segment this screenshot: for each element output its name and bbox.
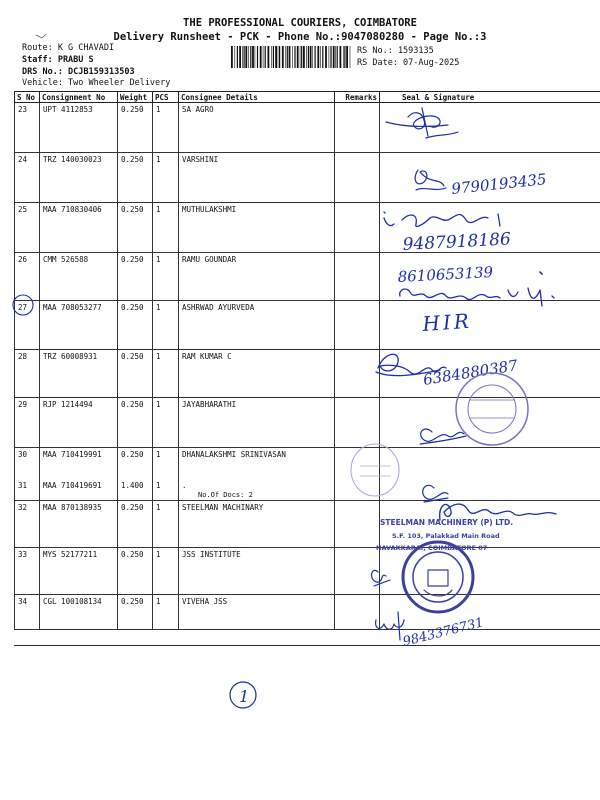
cell-weight: 0.250 [118, 398, 153, 448]
phone-row-28: 6384880387 [421, 356, 519, 389]
column-header-remarks: Remarks [335, 92, 380, 103]
cell-weight: 0.250 [118, 203, 153, 253]
cell-consignee: RAM KUMAR C [179, 350, 335, 398]
cell-consignment-no: CGL 100108134 [40, 595, 118, 630]
column-header-pcs: PCS [153, 92, 179, 103]
stamp-line-3: NAVAKKARAI, COIMBATORE 07 [376, 544, 488, 552]
cell-pcs: 1 [153, 501, 179, 548]
cell-consignment-no: MAA 710419991 [40, 448, 118, 479]
signature-row-24-icon [415, 170, 446, 190]
cell-pcs: 1 [153, 203, 179, 253]
round-stamp-icon [456, 373, 528, 445]
cell-weight: 0.250 [118, 501, 153, 548]
cell-weight: 0.250 [118, 103, 153, 153]
cell-pcs: 1 [153, 253, 179, 301]
tick-mark-icon [36, 34, 46, 38]
page-mark: 1 [239, 687, 250, 706]
column-header-weight: Weight [118, 92, 153, 103]
cell-consignee: JAYABHARATHI [179, 398, 335, 448]
signature-row-29-icon [420, 429, 466, 444]
cell-pcs: 1 [153, 103, 179, 153]
cell-consignment-no: MAA 708053277 [40, 301, 118, 350]
cell-consignee: DHANALAKSHMI SRINIVASAN [179, 448, 335, 479]
rs-date: RS Date: 07-Aug-2025 [357, 58, 460, 68]
cell-pcs: 1 [153, 479, 179, 501]
cell-sno: 31 [15, 479, 40, 501]
route-label: Route: K G CHAVADI [22, 43, 115, 53]
cell-weight: 0.250 [118, 253, 153, 301]
signature-row-26-icon [400, 288, 554, 306]
signature-row-23-icon [386, 108, 458, 138]
staff-label: Staff: PRABU S [22, 55, 94, 65]
cell-consignee: STEELMAN MACHINARY [179, 501, 335, 548]
cell-weight: 0.250 [118, 301, 153, 350]
cell-consignment-no: TRZ 60008931 [40, 350, 118, 398]
cell-consignee: JSS INSTITUTE [179, 548, 335, 595]
signature-row-34-icon [376, 612, 404, 640]
company-stamp [376, 518, 513, 552]
rs-number: RS No.: 1593135 [357, 46, 434, 56]
cell-consignee: VIVEHA JSS [179, 595, 335, 630]
phone-row-26: 8610653139 [397, 263, 494, 286]
stamp-line-2: S.F. 103, Palakkad Main Road [392, 532, 500, 540]
cell-sno: 29 [15, 398, 40, 448]
hir-note: HIR [421, 308, 473, 336]
cell-pcs: 1 [153, 548, 179, 595]
cell-pcs: 1 [153, 301, 179, 350]
cell-sno: 23 [15, 103, 40, 153]
column-header-consignment: Consignment No [40, 92, 118, 103]
cell-consignee: VARSHINI [179, 153, 335, 203]
docs-count: No.Of Docs: 2 [198, 490, 253, 499]
circle-mark-icon [13, 295, 33, 315]
cell-consignee: ASHRWAD AYURVEDA [179, 301, 335, 350]
column-header-sno: S No [15, 92, 40, 103]
cell-consignment-no: MYS 52177211 [40, 548, 118, 595]
consignee-text: . [182, 480, 187, 490]
cell-consignment-no: TRZ 140030023 [40, 153, 118, 203]
cell-consignee: MUTHULAKSHMI [179, 203, 335, 253]
cell-sno: 30 [15, 448, 40, 479]
cell-consignment-no: UPT 4112853 [40, 103, 118, 153]
cell-pcs: 1 [153, 350, 179, 398]
drs-number: DRS No.: DCJB159313503 [22, 67, 135, 77]
cell-sno: 33 [15, 548, 40, 595]
cell-sno: 25 [15, 203, 40, 253]
cell-consignment-no: MAA 710419691 [40, 479, 118, 501]
cell-weight: 0.250 [118, 548, 153, 595]
round-seal-icon [403, 542, 473, 612]
cell-sno: 24 [15, 153, 40, 203]
signature-row-31-icon [423, 485, 448, 502]
vehicle-label: Vehicle: Two Wheeler Delivery [22, 78, 171, 88]
cell-weight: 0.250 [118, 350, 153, 398]
cell-consignee: RAMU GOUNDAR [179, 253, 335, 301]
phone-row-24: 9790193435 [450, 170, 548, 198]
cell-consignment-no: MAA 870138935 [40, 501, 118, 548]
cell-pcs: 1 [153, 448, 179, 479]
cell-consignment-no: RJP 1214494 [40, 398, 118, 448]
phone-row-34: 9843376731 [401, 615, 486, 650]
cell-sno: 34 [15, 595, 40, 630]
cell-sno: 26 [15, 253, 40, 301]
faint-stamp-icon [351, 444, 399, 496]
cell-weight: 0.250 [118, 448, 153, 479]
company-title: THE PROFESSIONAL COURIERS, COIMBATORE [183, 17, 417, 29]
cell-consignment-no: MAA 710830406 [40, 203, 118, 253]
cell-consignee: SA AGRO [179, 103, 335, 153]
cell-consignment-no: CMM 526588 [40, 253, 118, 301]
cell-sno: 32 [15, 501, 40, 548]
stamp-line-1: STEELMAN MACHINERY (P) LTD. [380, 518, 514, 527]
phone-row-25: 9487918186 [402, 229, 512, 255]
runsheet-subtitle: Delivery Runsheet - PCK - Phone No.:9047080280 - Page No.:3 [113, 31, 487, 43]
signature-row-33-icon [372, 570, 390, 586]
cell-sno: 27 [15, 301, 40, 350]
cell-weight: 0.250 [118, 153, 153, 203]
column-header-seal-signature: Seal & Signature [380, 92, 600, 103]
column-header-consignee: Consignee Details [179, 92, 335, 103]
cell-weight: 1.400 [118, 479, 153, 501]
dot-mark-icon [540, 272, 542, 274]
cell-pcs: 1 [153, 398, 179, 448]
cell-pcs: 1 [153, 595, 179, 630]
cell-weight: 0.250 [118, 595, 153, 630]
signature-row-25-icon [384, 212, 500, 226]
cell-pcs: 1 [153, 153, 179, 203]
cell-sno: 28 [15, 350, 40, 398]
